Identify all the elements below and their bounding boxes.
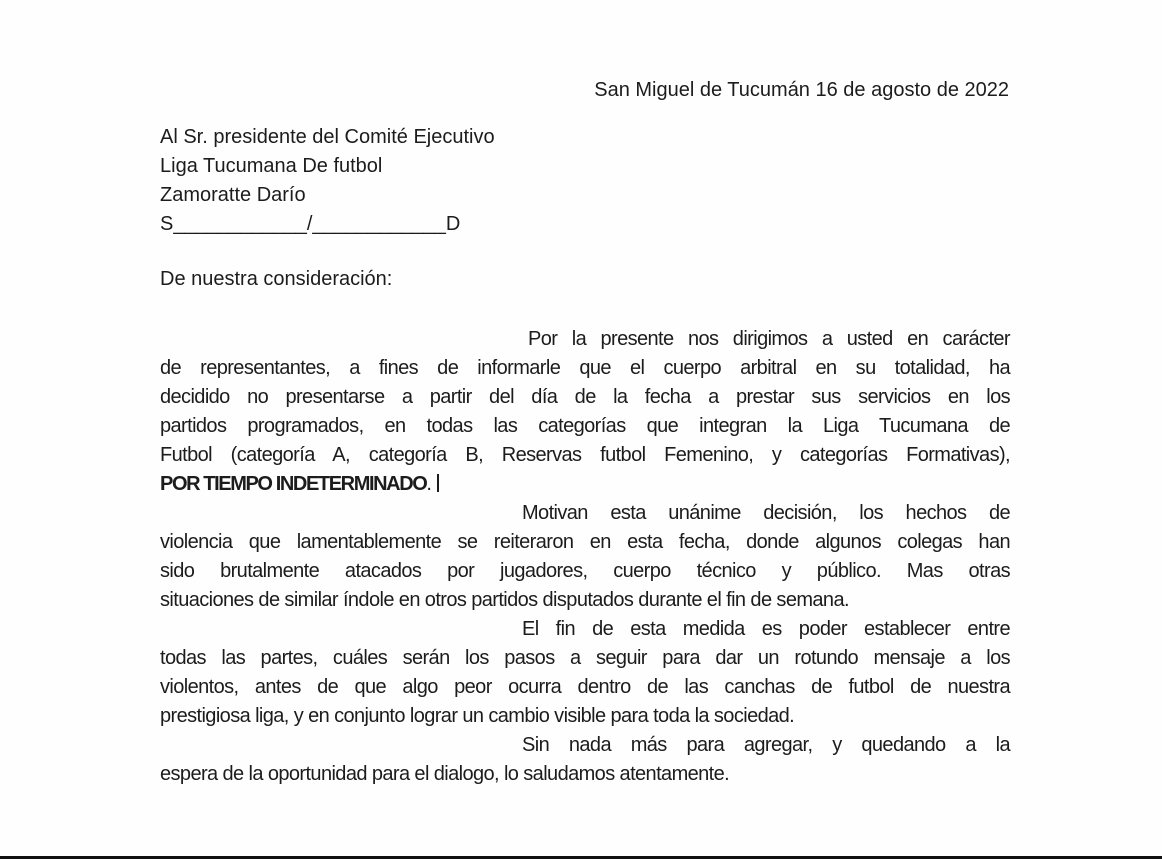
paragraph-4 bbox=[160, 731, 1010, 789]
end-punctuation: . bbox=[426, 473, 432, 495]
paragraph-2 bbox=[160, 499, 1010, 615]
paragraph-line-final bbox=[160, 470, 1010, 499]
paragraph-line: partidos programados, en todas las categorías que integran la Liga Tucumana de bbox=[160, 415, 1010, 437]
addressee-title: Al Sr. presidente del Comité Ejecutivo bbox=[160, 126, 495, 148]
emphasis-text: POR TIEMPO INDETERMINADO bbox=[160, 473, 427, 495]
letter-body bbox=[160, 325, 1010, 789]
paragraph-line: sido brutalmente atacados por jugadores, cuerpo técnico y público. Mas otras bbox=[160, 560, 1010, 582]
paragraph-line: decidido no presentarse a partir del día de la fecha a prestar sus servicios en los bbox=[160, 386, 1010, 408]
paragraph-3 bbox=[160, 615, 1010, 731]
paragraph-line: Futbol (categoría A, categoría B, Reservas futbol Femenino, y categorías Formativas), bbox=[160, 444, 1010, 466]
addressee-sd-line: S____________/____________D bbox=[160, 213, 461, 235]
paragraph-line: todas las partes, cuáles serán los pasos a seguir para dar un rotundo mensaje a los bbox=[160, 647, 1010, 669]
paragraph-line: El fin de esta medida es poder establecer entre bbox=[522, 618, 1010, 640]
paragraph-line: violentos, antes de que algo peor ocurra dentro de las canchas de futbol de nuestra bbox=[160, 676, 1010, 698]
addressee-organization: Liga Tucumana De futbol bbox=[160, 155, 383, 177]
paragraph-line: situaciones de similar índole en otros partidos disputados durante el fin de semana. bbox=[160, 589, 849, 611]
paragraph-line: Sin nada más para agregar, y quedando a la bbox=[522, 734, 1010, 756]
paragraph-line: prestigiosa liga, y en conjunto lograr un cambio visible para toda la sociedad. bbox=[160, 705, 795, 727]
text-cursor bbox=[437, 474, 439, 492]
paragraph-line: violencia que lamentablemente se reiteraron en esta fecha, donde algunos colegas han bbox=[160, 531, 1010, 553]
paragraph-line: Por la presente nos dirigimos a usted en carácter bbox=[528, 328, 1010, 350]
paragraph-line: Motivan esta unánime decisión, los hechos de bbox=[522, 502, 1010, 524]
date-line: San Miguel de Tucumán 16 de agosto de 2022 bbox=[594, 79, 1009, 101]
paragraph-line: espera de la oportunidad para el dialogo, lo saludamos atentamente. bbox=[160, 763, 730, 785]
addressee-block bbox=[160, 123, 495, 239]
paragraph-1 bbox=[160, 325, 1010, 499]
paragraph-line: de representantes, a fines de informarle que el cuerpo arbitral en su totalidad, ha bbox=[160, 357, 1010, 379]
salutation: De nuestra consideración: bbox=[160, 268, 393, 290]
addressee-name: Zamoratte Darío bbox=[160, 184, 306, 206]
